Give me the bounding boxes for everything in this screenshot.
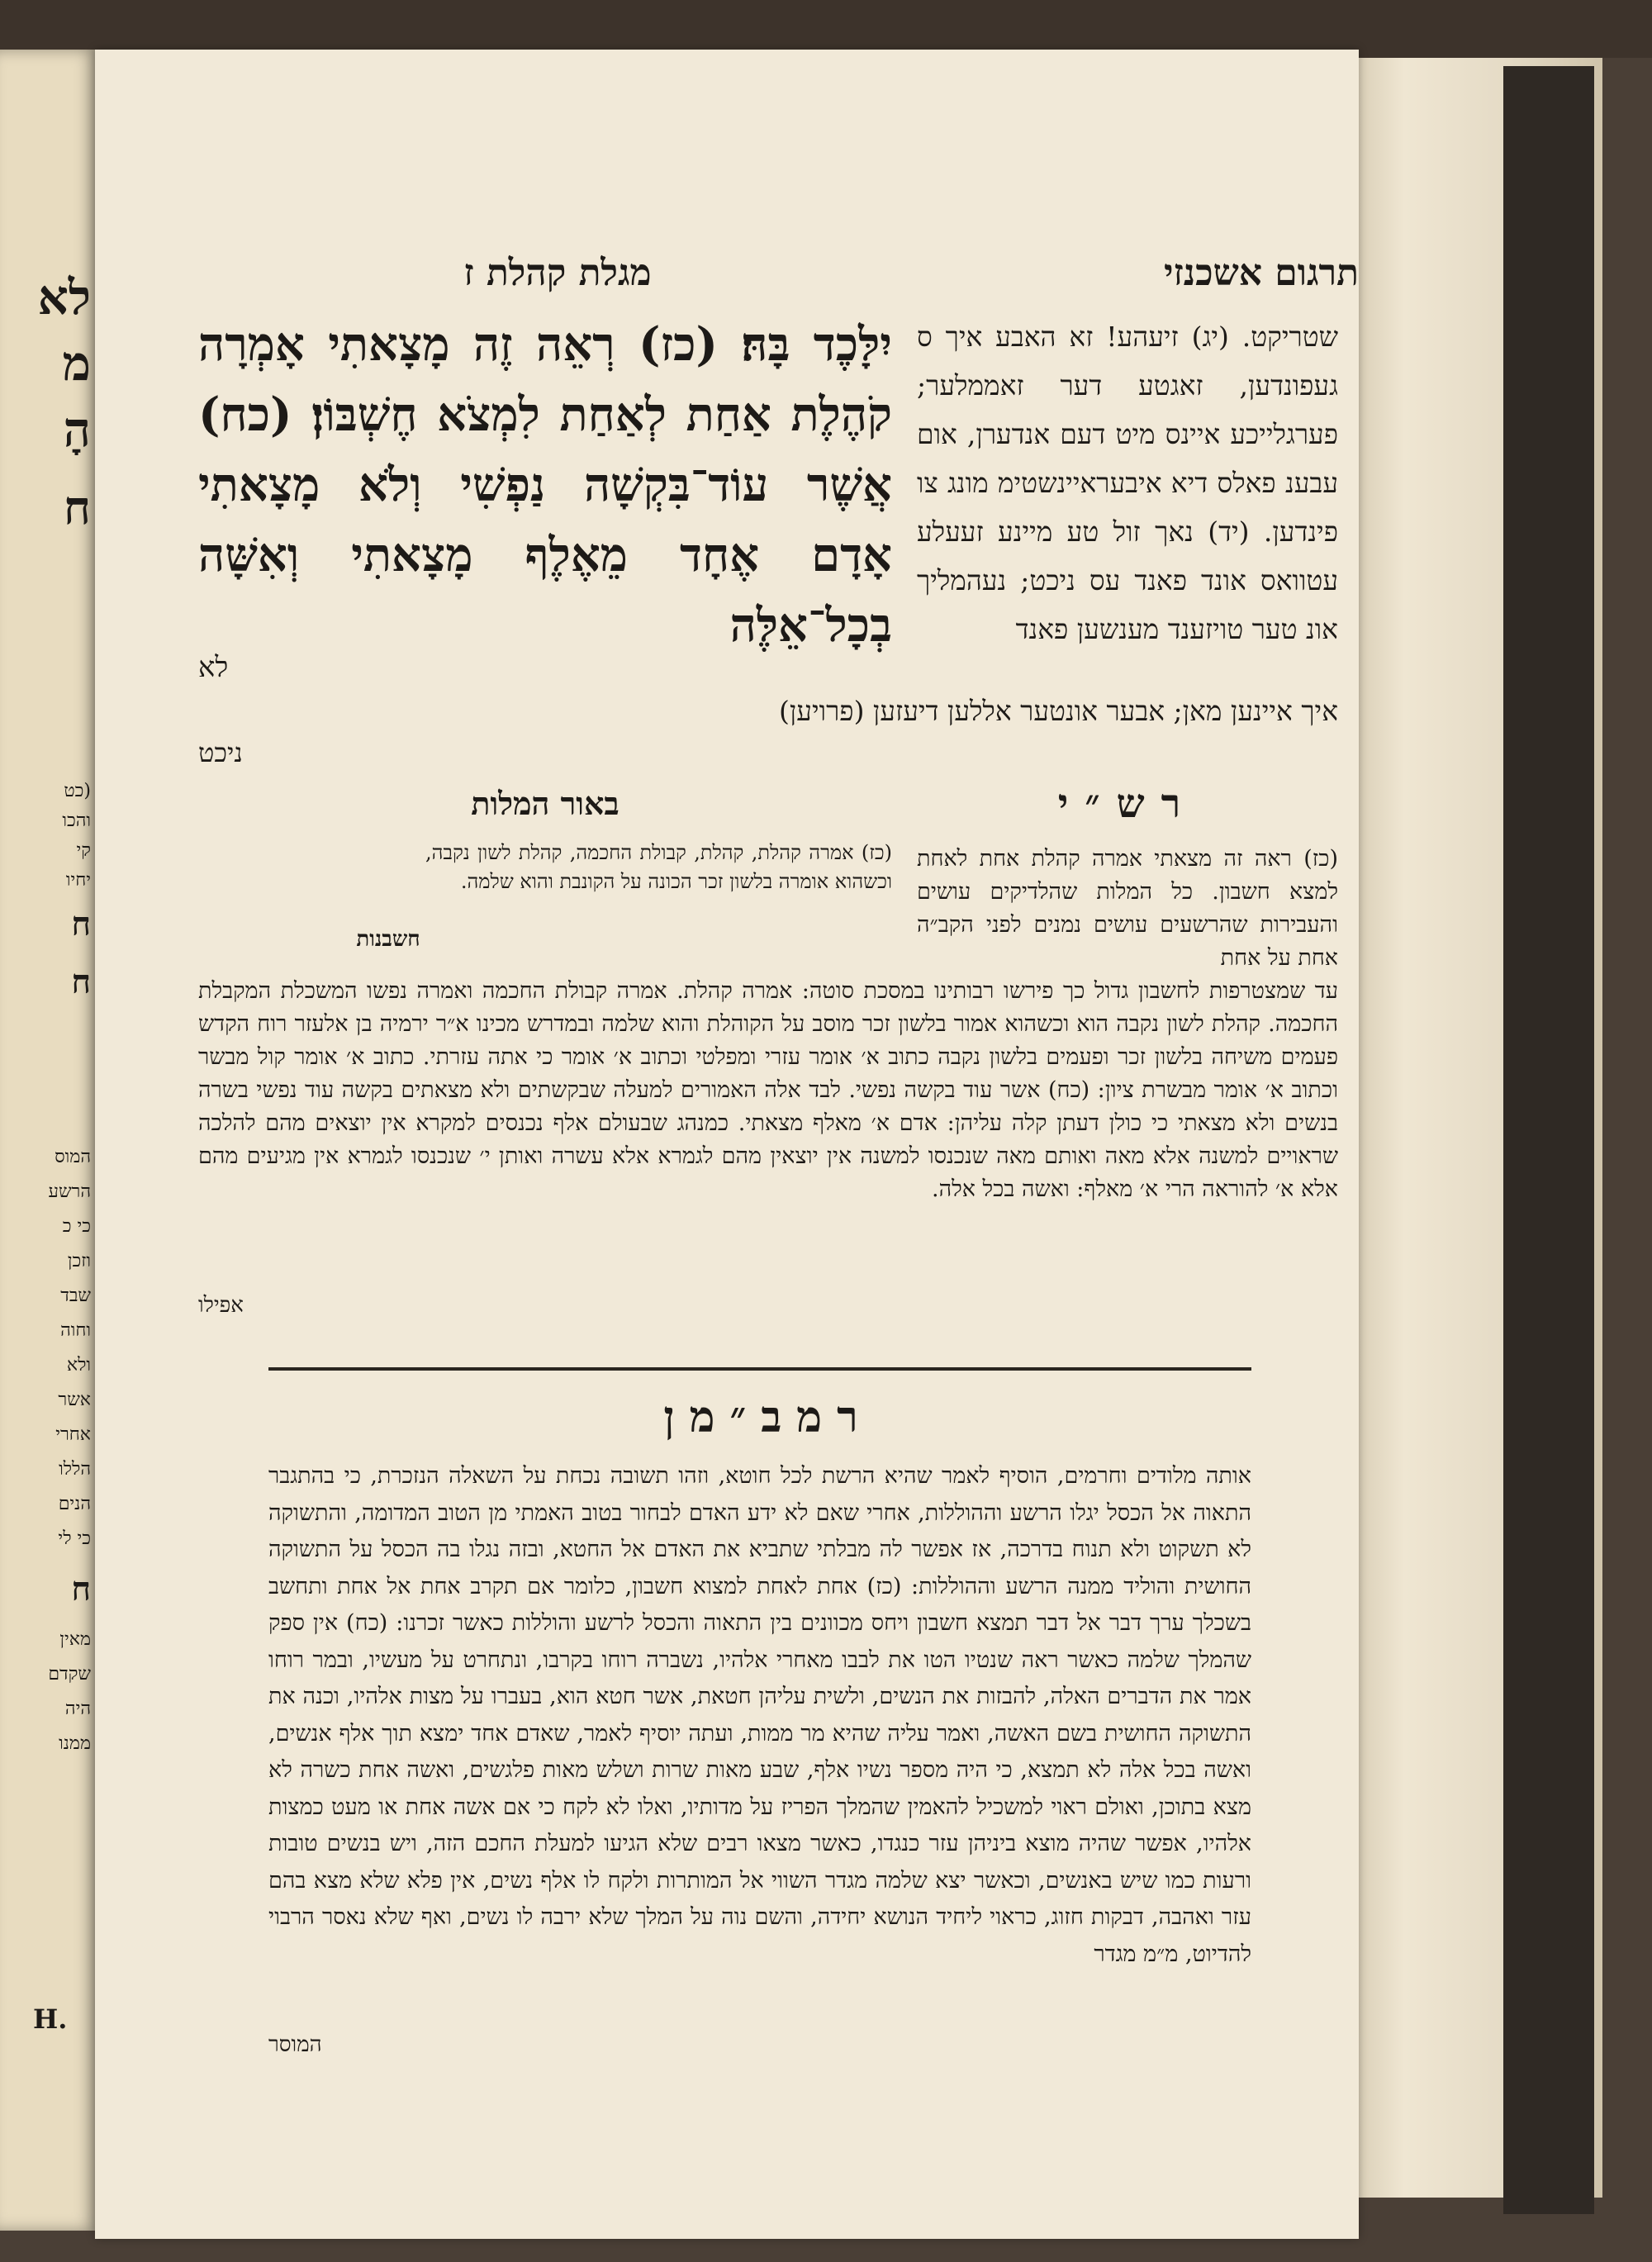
ramban-title: רמב״מן bbox=[663, 1392, 873, 1442]
megillah-header: מגלת קהלת ז bbox=[463, 252, 652, 294]
left-letter: ח bbox=[63, 481, 91, 535]
left-page-fragment-low bbox=[0, 1140, 91, 1761]
verse-catchword: לא bbox=[198, 651, 229, 684]
left-line: הללו bbox=[59, 1459, 91, 1480]
page-signature-mark: H. bbox=[33, 2003, 68, 2035]
rashi-wide-text: עד שמצטרפות לחשבון גדול כך פירשו רבותינו במסכת סוטה: אמרה קהלת. אמרה קבולת החכמה ואמרה נפשו המשכלת המקבלת החכמה. קהלת לשון נקבה הוא וכשהוא אמור בלשון זכר מוסב על הקוהלת והוא שלמה ובמדרש מכינו א״ר ירמיה בן אלעזר רוח הקדש פעמים משיחה בלשון זכר ופעמים בלשון נקבה כתוב א׳ אומר עזרי ומפלטי וכתוב א׳ אומר כי אתה עזרתי. כתוב א׳ אומר קול מבשר וכתוב א׳ אומר מבשרת ציון: (כח) אשר עוד בקשה נפשי. לבד אלה האמורים למעלה שבקשתים ולא מצאתים בקשה עוד נפשי בשרה בנשים ולא מצאתי כי כולן דעתן קלה עליהן: אדם א׳ מאלף מצאתי. כמנהג שבעולם אלף נכנסים למקרא אין יוצאים מהם להלכה שראויים למשנה אלא מאה ואותם מאה שנכנסו למשנה אין יוצאין מהם לגמרא אלא עשרה ואותן י׳ שנכנסו לגמרא אין מגיעים מהם אלא א׳ להוראה הרי א׳ מאלף: ואשה בכל אלה. bbox=[198, 978, 1338, 1202]
left-line: שבד bbox=[60, 1285, 91, 1306]
left-line: יחיו bbox=[65, 870, 91, 891]
left-line: לא bbox=[37, 269, 91, 326]
left-line: היה bbox=[64, 1699, 91, 1719]
rashi-title: רש״י bbox=[1057, 781, 1198, 827]
left-letter: ח bbox=[71, 962, 91, 1001]
left-line: ולא bbox=[66, 1355, 91, 1376]
left-line: והכו bbox=[62, 810, 91, 831]
left-page-fragment-top bbox=[0, 264, 91, 554]
biur-word: חשבנות bbox=[356, 927, 420, 952]
left-line: מאין bbox=[59, 1629, 91, 1650]
ramban-catchword: המוסר bbox=[268, 2032, 322, 2057]
left-line: שקדם bbox=[48, 1664, 91, 1685]
targum-continuation: איך איינען מאן; אבער אונטער אללען דיעזען (פרויען) bbox=[779, 695, 1338, 727]
left-line: הנים bbox=[58, 1494, 91, 1514]
rashi-catchword: אפילו bbox=[198, 1293, 244, 1318]
left-line: קי bbox=[76, 840, 91, 861]
left-line: הָ bbox=[63, 402, 91, 458]
targum-text: שטריקט. (יג) זיעהע! זא האבע איך ס געפונדען, זאגטע דער זאממלער; פערגלייכע איינס מיט דעם אנדערן, אום עבענ פאלס דיא איבעראיינשטימ מונג צו פינדען. (יד) נאך זול טע מיינע זעעלע עטוואס אונד פאנד עס ניכט; נעהמליך אונ טער טויזענד מענשען פאנד bbox=[917, 321, 1338, 645]
book-cover bbox=[1503, 66, 1594, 2214]
left-line: הרשע bbox=[48, 1181, 91, 1202]
biur-text: (כז) אמרה קהלת, קהלת, קבולת החכמה, קהלת לשון נקבה, וכשהוא אומרה בלשון זכר הכונה על הקונבת והוא שלמה. bbox=[425, 841, 892, 893]
left-line: ממנו bbox=[59, 1733, 91, 1754]
verse-text: יִלָּכֶד בָּהּ׃ (כז) רְאֵה זֶה מָצָאתִי אָמְרָה קֹהֶלֶת אַחַת לְאַחַת לִמְצֹא חֶשְׁבּוֹן׃ (כח) אֲשֶׁר עוֹד־בִּקְשָׁה נַפְשִׁי וְלֹא מָצָאתִי אָדָם אֶחָד מֵאֶלֶף מָצָאתִי וְאִשָּׁה בְכָל־אֵלֶּה bbox=[198, 317, 892, 653]
section-divider bbox=[268, 1367, 1251, 1371]
left-line: (כט bbox=[64, 781, 91, 801]
targum-header: תרגום אשכנזי bbox=[1163, 252, 1359, 294]
rashi-text: (כז) ראה זה מצאתי אמרה קהלת אחת לאחת למצא חשבון. כל המלות שהלדיקים עושים והעבירות שהרשעים עושים נמנים לפני הקב״ה אחת על אחת bbox=[917, 846, 1338, 971]
left-line: אחרי bbox=[55, 1424, 91, 1445]
left-line: וחוה bbox=[60, 1320, 91, 1341]
left-line: המוס bbox=[55, 1147, 91, 1167]
left-line: כי לי bbox=[58, 1528, 91, 1549]
targum-catchword: ניכט bbox=[198, 737, 243, 768]
left-page-fragment-mid bbox=[0, 777, 91, 1011]
left-line: וזכן bbox=[67, 1251, 91, 1271]
left-letter: ח bbox=[71, 1570, 91, 1609]
biur-title: באור המלות bbox=[471, 785, 620, 822]
left-letter: ח bbox=[71, 905, 91, 943]
left-line: כי כ bbox=[62, 1216, 91, 1237]
left-line: מ bbox=[62, 335, 91, 392]
ramban-text: אותה מלודים וחרמים, הוסיף לאמר שהיא הרשת לכל חוטא, וזהו תשובה נכחת על השאלה הנזכרת, כי בהתגבר התאוה אל הכסל יגלו הרשע וההוללות, אחרי שאם לא ידע האדם לבחור בטוב האמתי מן הטוב המדומה, והתשוקה לא תשקוט ולא תנוח בדרכה, אז אפשר לה מבלתי שתביא את האדם אל החטא, ובזה נגלו בה הכסל על התשוקה החושית והוליד ממנה הרשע וההוללות: (כז) אחת לאחת למצוא חשבון, כלומר אם תקרב אחת אל אחת ותחשב בשכלך ערך דבר אל דבר תמצא חשבון ויחס מכוונים בין התאוה והכסל לרשע והוללות כאשר זכרנו: (כח) אין ספק שהמלך שלמה כאשר ראה שנטיו הטו את לבבו מאחרי אלהיו, נשברה רוחו בקרבו, ונתחרט על מעשיו, ובמר רוחו אמר את הדברים האלה, להבזות את הנשים, ולשית עליהן חטאת, אשר חטא הוא, בעברו על מצות אלהיו, וכנה את התשוקה החושית בשם האשה, ואמר עליה שהיא מר ממות, ועתה יוסיף לאמר, שאדם אחד ימצא תוך אלף אנשים, ואשה בכל אלה לא תמצא, כי היה מספר נשיו אלף, שבע מאות שרות ושלש מאות פלגשים, ואשה אחת כשרה לא מצא בתוכן, ואולם ראוי למשכיל להאמין שהמלך הפריז על מדותיו, ואלו לא לקח כי אם אשה אחת או מעט כמצות אלהיו, אפשר שהיה מוצא ביניהן עזר כנגדו, כאשר מצאו רבים שלא הגיעו למעלת החכם הזה, ויש בנשים טובות ורעות כמו שיש באנשים, וכאשר יצא שלמה מגדר השווי אל המותרות ולקח לו אלף נשים, אין פלא שלא מצא בהם עזר ואהבה, דבקות חזוג, כראוי ליחיד הנושא יחידה, והשם נוה על המלך שלא ירבה לו נשים, ואף שלא נאסר הרבוי להדיוט, מ״מ מגדר bbox=[268, 1463, 1251, 1967]
right-page bbox=[95, 50, 1359, 2239]
left-line: אשר bbox=[58, 1390, 91, 1410]
